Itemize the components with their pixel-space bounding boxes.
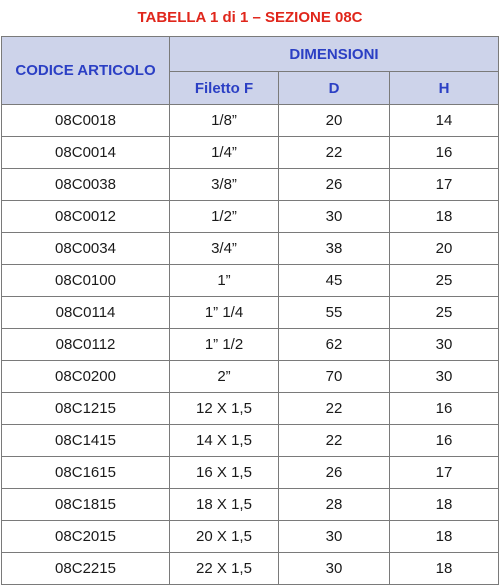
cell-h: 20: [390, 233, 499, 265]
header-codice-articolo: CODICE ARTICOLO: [2, 37, 170, 105]
cell-filetto: 1” 1/4: [170, 297, 279, 329]
cell-codice: 08C0038: [2, 169, 170, 201]
cell-codice: 08C0012: [2, 201, 170, 233]
cell-d: 55: [279, 297, 390, 329]
cell-filetto: 18 X 1,5: [170, 489, 279, 521]
table-row: [2, 169, 499, 201]
table-row: [2, 297, 499, 329]
header-h: H: [390, 72, 499, 105]
cell-filetto: 14 X 1,5: [170, 425, 279, 457]
table-title: TABELLA 1 di 1 – SEZIONE 08C: [137, 9, 363, 26]
cell-filetto: 1/8”: [170, 105, 279, 137]
header-filetto: Filetto F: [170, 72, 279, 105]
cell-codice: 08C0018: [2, 105, 170, 137]
cell-filetto: 2”: [170, 361, 279, 393]
cell-d: 26: [279, 169, 390, 201]
cell-filetto: 12 X 1,5: [170, 393, 279, 425]
cell-d: 62: [279, 329, 390, 361]
cell-d: 30: [279, 553, 390, 585]
cell-codice: 08C1215: [2, 393, 170, 425]
dimensions-table: [1, 36, 499, 585]
table-row: [2, 393, 499, 425]
cell-codice: 08C0114: [2, 297, 170, 329]
cell-h: 30: [390, 329, 499, 361]
cell-codice: 08C0200: [2, 361, 170, 393]
table-row: [2, 553, 499, 585]
cell-d: 22: [279, 425, 390, 457]
cell-filetto: 3/8”: [170, 169, 279, 201]
table-row: [2, 265, 499, 297]
cell-d: 26: [279, 457, 390, 489]
cell-codice: 08C1815: [2, 489, 170, 521]
table-row: [2, 233, 499, 265]
table-row: [2, 521, 499, 553]
cell-d: 30: [279, 521, 390, 553]
cell-h: 16: [390, 137, 499, 169]
cell-d: 70: [279, 361, 390, 393]
cell-h: 18: [390, 521, 499, 553]
cell-h: 18: [390, 201, 499, 233]
header-d: D: [279, 72, 390, 105]
table-row: [2, 105, 499, 137]
cell-codice: 08C0112: [2, 329, 170, 361]
cell-d: 45: [279, 265, 390, 297]
cell-h: 17: [390, 457, 499, 489]
table-row: [2, 201, 499, 233]
cell-filetto: 22 X 1,5: [170, 553, 279, 585]
cell-codice: 08C0014: [2, 137, 170, 169]
cell-filetto: 1/4”: [170, 137, 279, 169]
cell-h: 18: [390, 553, 499, 585]
cell-d: 30: [279, 201, 390, 233]
cell-codice: 08C0034: [2, 233, 170, 265]
table-row: [2, 329, 499, 361]
cell-d: 20: [279, 105, 390, 137]
table-row: [2, 425, 499, 457]
cell-codice: 08C0100: [2, 265, 170, 297]
cell-codice: 08C1615: [2, 457, 170, 489]
cell-codice: 08C2015: [2, 521, 170, 553]
cell-d: 22: [279, 137, 390, 169]
header-dimensioni: DIMENSIONI: [170, 37, 499, 72]
cell-h: 16: [390, 425, 499, 457]
table-row: [2, 457, 499, 489]
cell-codice: 08C1415: [2, 425, 170, 457]
cell-codice: 08C2215: [2, 553, 170, 585]
cell-d: 28: [279, 489, 390, 521]
cell-filetto: 16 X 1,5: [170, 457, 279, 489]
cell-h: 17: [390, 169, 499, 201]
cell-filetto: 3/4”: [170, 233, 279, 265]
cell-h: 16: [390, 393, 499, 425]
cell-h: 14: [390, 105, 499, 137]
cell-filetto: 1” 1/2: [170, 329, 279, 361]
cell-d: 38: [279, 233, 390, 265]
table-body: [2, 105, 499, 585]
cell-h: 18: [390, 489, 499, 521]
table-row: [2, 489, 499, 521]
cell-d: 22: [279, 393, 390, 425]
cell-h: 30: [390, 361, 499, 393]
cell-h: 25: [390, 297, 499, 329]
table-row: [2, 361, 499, 393]
table-row: [2, 137, 499, 169]
cell-filetto: 20 X 1,5: [170, 521, 279, 553]
cell-filetto: 1/2”: [170, 201, 279, 233]
cell-h: 25: [390, 265, 499, 297]
cell-filetto: 1”: [170, 265, 279, 297]
